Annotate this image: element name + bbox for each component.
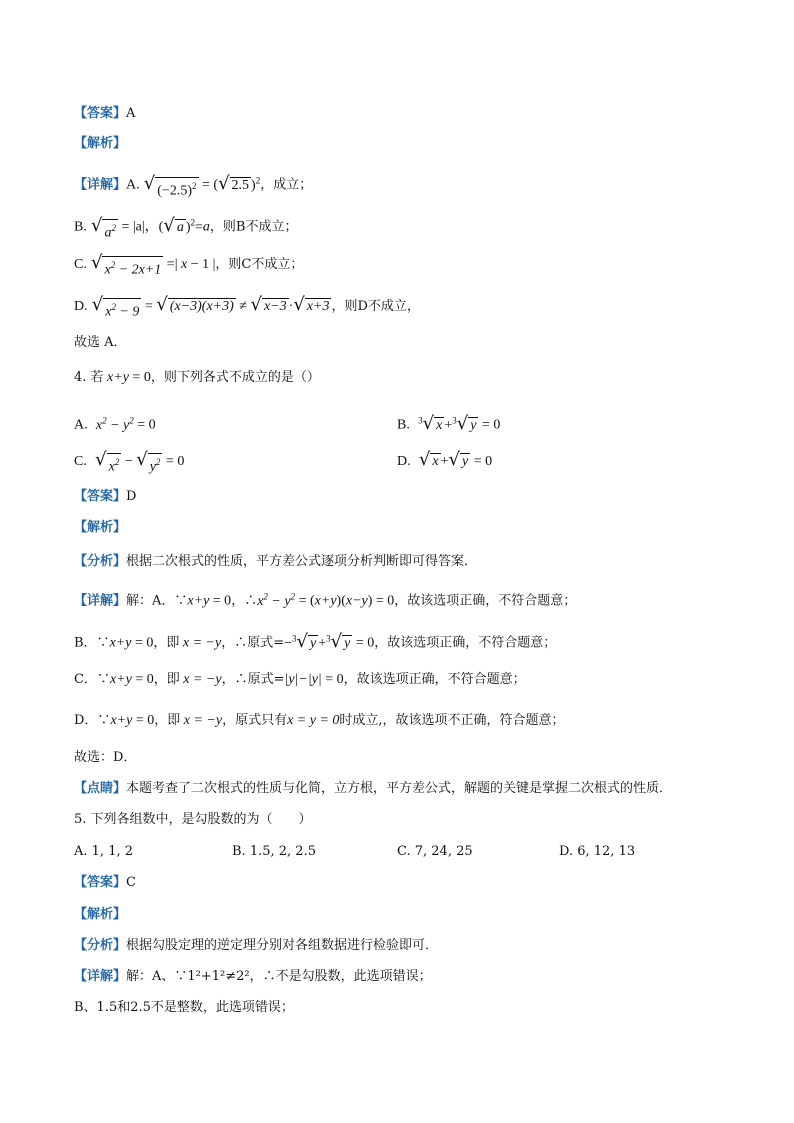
q4-option-c: C. √ $x^2$ − √ $y^2$ = 0 [74, 449, 185, 475]
q4-answer-line [74, 487, 136, 507]
q4-detail-b: B．∵x+y = 0，即 x = −y，∴原式=−$^3$ √ y +$^3$ √ y = 0，故该选项正确，不符合题意； [74, 630, 557, 652]
answer-value: A [126, 106, 136, 121]
q3-detail-d: D. √ $x^2 - 9$ = √ (x−3)(x+3) ≠ √ x−3 · √ x+3 ，则D不成立， [74, 294, 420, 320]
q5-option-d: D. 6, 12, 13 [559, 844, 636, 859]
q4-option-b: B. $^3$ √ x +$^3$ √ y = 0 [397, 412, 501, 434]
fenxi-tag: 【分析】 [74, 938, 127, 953]
formula: √ $(-2.5)^2$ [143, 172, 197, 199]
q4-detail-c: C．∵x+y = 0，即 x = −y，∴原式=|y|−|y| = 0，故该选项正确，不符合题意； [74, 672, 526, 687]
analysis-tag: 【解析】 [74, 520, 127, 535]
q5-fenxi: 【分析】根据勾股定理的逆定理分别对各组数据进行检验即可． [74, 938, 439, 953]
q5-option-b: B. 1.5, 2, 2.5 [232, 844, 316, 859]
q4-option-a: A. $x^2 - y^2 = 0$ [74, 415, 156, 433]
q3-detail-a: 【详解】A. √ $(-2.5)^2$ = ( √ 2.5 )$^2$，成立； [74, 172, 313, 199]
q5-option-c: C. 7, 24, 25 [397, 844, 473, 859]
q4-detail-d: D．∵x+y = 0，即 x = −y，原式只有x = y = 0时成立,，故该选项不正确，符合题意； [74, 713, 565, 728]
q3-detail-c: C. √ $x^2 - 2x+1$ =| x − 1 |，则C不成立； [74, 252, 304, 278]
answer-tag: 【答案】 [74, 106, 127, 121]
q5-analysis-line [74, 905, 126, 925]
analysis-tag: 【解析】 [74, 136, 127, 151]
answer-tag: 【答案】 [74, 489, 127, 504]
q4-detail-a: 【详解】解：A．∵x+y = 0，$\therefore x^2 - y^2 = (x+y)(x-y) = 0$，故该选项正确，不符合题意； [74, 591, 577, 609]
answer-value: D [126, 489, 137, 504]
q5-detail-a: 【详解】解：A、∵1²+1²≠2²，∴不是勾股数，此选项错误； [74, 969, 432, 984]
detail-tag: 【详解】 [74, 177, 127, 193]
q4-conclusion: 故选：D． [74, 750, 137, 765]
analysis-tag: 【解析】 [74, 907, 127, 922]
q5-detail-b: B、1.5和2.5不是整数，此选项错误； [74, 1000, 294, 1015]
detail-tag: 【详解】 [74, 969, 127, 984]
q4-fenxi: 【分析】根据二次根式的性质，平方差公式逐项分析判断即可得答案． [74, 554, 478, 569]
q4-stem: 4. 若 x+y = 0，则下列各式不成立的是（） [74, 370, 320, 385]
q4-option-d: D. √ x + √ y = 0 [397, 449, 493, 470]
q4-dianjing: 【点睛】本题考查了二次根式的性质与化简，立方根，平方差公式，解题的关键是掌握二次根式的性质． [74, 781, 673, 796]
dianjing-tag: 【点睛】 [74, 781, 127, 796]
q5-option-a: A. 1, 1, 2 [74, 844, 133, 859]
q5-answer-line [74, 873, 136, 893]
q3-analysis-line [74, 134, 126, 154]
answer-value: C [126, 875, 136, 890]
detail-tag: 【详解】 [74, 593, 127, 609]
q4-analysis-line [74, 518, 126, 538]
answer-tag: 【答案】 [74, 875, 127, 890]
fenxi-tag: 【分析】 [74, 554, 127, 569]
q3-detail-b: B. √ $a^2$ = |a|，( √ a )$^2$=a，则B不成立； [74, 214, 298, 241]
q5-stem: 5. 下列各组数中，是勾股数的为（ ） [74, 812, 312, 827]
q3-conclusion: 故选 A． [74, 335, 127, 350]
q3-answer-line [74, 104, 135, 124]
